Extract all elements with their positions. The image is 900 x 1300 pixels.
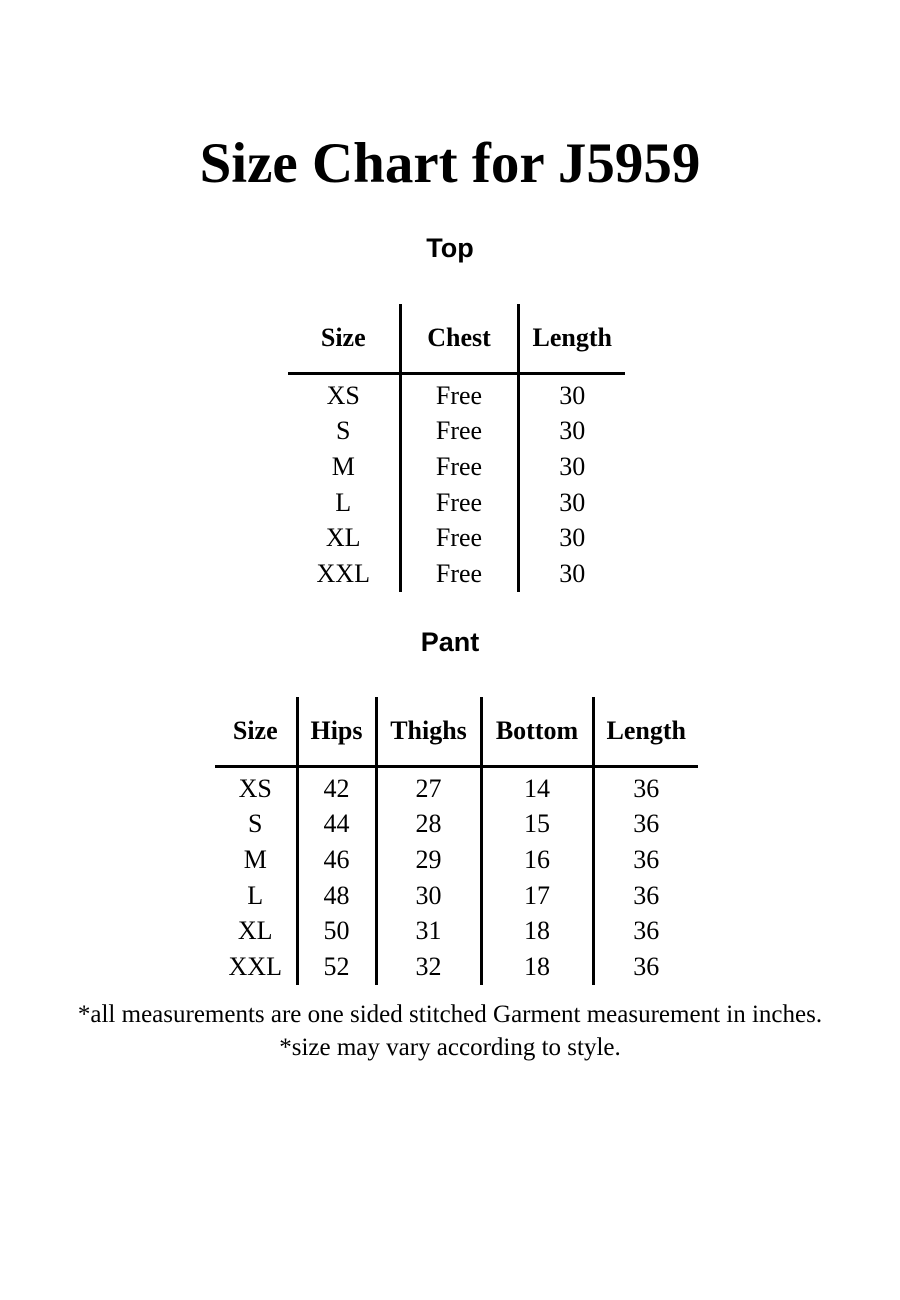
hips-cell: 50 [297,913,376,949]
size-cell: L [215,878,297,914]
size-cell: M [288,449,400,485]
table-row [215,878,698,914]
size-cell: XS [288,374,400,414]
chest-cell: Free [400,449,518,485]
chest-cell: Free [400,414,518,450]
column-header-length: Length [593,697,698,767]
bottom-cell: 17 [481,878,593,914]
bottom-cell: 14 [481,767,593,807]
size-cell: XXL [215,949,297,985]
hips-cell: 52 [297,949,376,985]
bottom-cell: 16 [481,842,593,878]
column-header-length: Length [518,304,625,374]
chest-cell: Free [400,374,518,414]
length-cell: 30 [559,558,586,588]
size-cell: S [288,414,400,450]
bottom-cell: 18 [481,949,593,985]
length-cell: 36 [633,916,660,946]
pant-section-heading: Pant [420,627,480,657]
table-row [215,949,698,985]
table-row [288,449,625,485]
size-cell: XXL [288,556,400,592]
hips-cell: 42 [297,767,376,807]
size-cell: XL [215,913,297,949]
length-cell: 36 [633,773,660,803]
column-header-chest: Chest [400,304,518,374]
column-header-bottom: Bottom [481,697,593,767]
length-cell: 36 [633,844,660,874]
table-row [215,807,698,843]
column-header-size: Size [215,697,297,767]
length-cell: 30 [559,487,586,517]
chest-cell: Free [400,556,518,592]
length-cell: 30 [559,416,586,446]
bottom-cell: 18 [481,913,593,949]
table-header-row [215,697,698,767]
length-cell: 36 [633,951,660,981]
table-row [215,913,698,949]
chest-cell: Free [400,520,518,556]
page-title: Size Chart for J5959 [199,132,701,195]
length-cell: 30 [559,523,586,553]
table-row [215,767,698,807]
size-cell: XL [288,520,400,556]
hips-cell: 44 [297,807,376,843]
size-cell: S [215,807,297,843]
hips-cell: 46 [297,842,376,878]
size-cell: M [215,842,297,878]
table-row [288,374,625,414]
length-cell: 36 [633,809,660,839]
thighs-cell: 28 [376,807,481,843]
table-row [288,414,625,450]
table-row [288,485,625,521]
length-cell: 30 [559,451,586,481]
thighs-cell: 29 [376,842,481,878]
top-section-heading: Top [426,233,474,263]
table-row [288,556,625,592]
hips-cell: 48 [297,878,376,914]
thighs-cell: 27 [376,767,481,807]
chest-cell: Free [400,485,518,521]
thighs-cell: 30 [376,878,481,914]
length-cell: 30 [559,380,586,410]
thighs-cell: 32 [376,949,481,985]
table-row [288,520,625,556]
column-header-size: Size [288,304,400,374]
footnotes [0,998,900,1064]
bottom-cell: 15 [481,807,593,843]
thighs-cell: 31 [376,913,481,949]
measurement-note: *all measurements are one sided stitched Garment measurement in inches. [77,1001,823,1028]
table-row [215,842,698,878]
length-cell: 36 [633,880,660,910]
size-cell: L [288,485,400,521]
size-cell: XS [215,767,297,807]
top-size-table [288,304,625,592]
pant-size-table [215,697,698,985]
column-header-hips: Hips [297,697,376,767]
column-header-thighs: Thighs [376,697,481,767]
style-note: *size may vary according to style. [279,1034,621,1061]
table-header-row [288,304,625,374]
